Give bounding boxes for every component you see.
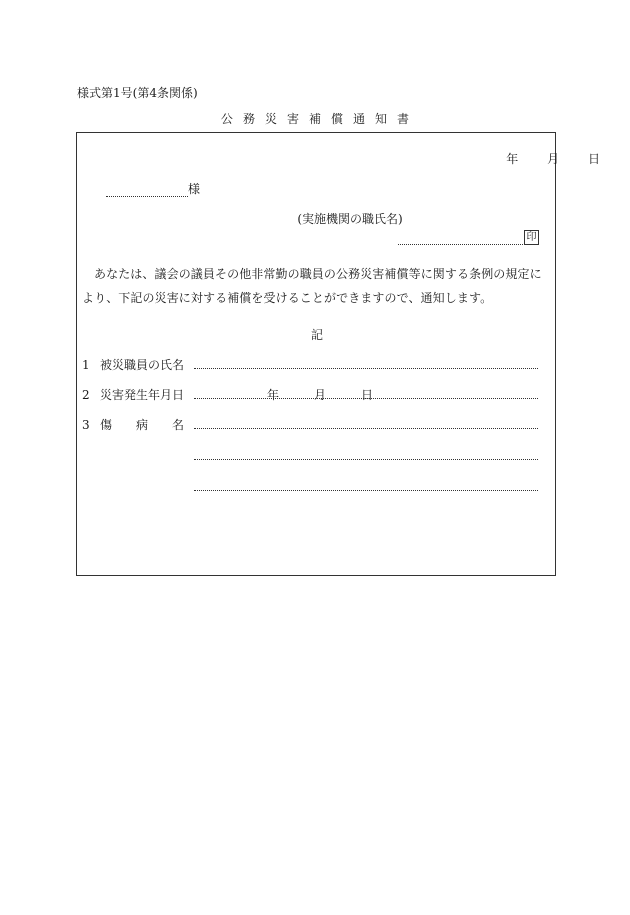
title-char: 知 [375,112,388,126]
addressee-suffix: 様 [188,182,201,196]
organization-name-field[interactable] [398,244,523,245]
notice-body-text: あなたは、議会の議員その他非常勤の職員の公務災害補償等に関する条例の規定により、下記の災害に対する補償を受けることができますので、通知します。 [82,267,542,305]
injury-name-field-3[interactable] [194,490,538,491]
form-number: 様式第1号(第4条関係) [77,86,198,100]
item-accident-date [82,386,184,403]
item-victim-name [82,356,184,373]
title-char: 補 [308,112,321,126]
addressee [106,180,200,197]
accident-year-label: 年 [267,388,280,402]
title-char: 公 [220,112,233,126]
item-label-char: 病 [136,418,149,432]
item-number: 1 [82,358,90,372]
date-day-label: 日 [587,152,600,166]
item-label: 被災職員の氏名 [100,358,185,372]
victim-name-field[interactable] [194,368,538,369]
ki-heading [0,326,630,343]
organization-label [0,210,630,227]
title-char: 災 [264,112,277,126]
seal-mark: 印 [524,230,539,245]
item-label: 災害発生年月日 [100,388,185,402]
date-month-label: 月 [547,152,560,166]
accident-day-label: 日 [361,388,374,402]
title-char: 償 [331,112,344,126]
form-frame [76,132,556,576]
item-number: 3 [82,418,90,432]
item-injury-name [82,416,208,433]
item-label-char: 名 [172,418,185,432]
title-char: 書 [397,112,410,126]
ki-heading-text: 記 [310,328,323,342]
signature-row [398,230,539,245]
title-char: 害 [286,112,299,126]
date-year-label: 年 [506,152,519,166]
addressee-name-field[interactable] [106,196,188,197]
injury-name-field-1[interactable] [194,428,538,429]
title-char: 務 [242,112,255,126]
injury-name-field-2[interactable] [194,459,538,460]
item-label-char: 傷 [100,418,113,432]
document-title [0,110,630,127]
notice-date [481,150,600,167]
title-char: 通 [353,112,366,126]
organization-label-text: (実施機関の職氏名) [297,212,403,226]
item-number: 2 [82,388,90,402]
accident-month-label: 月 [314,388,327,402]
